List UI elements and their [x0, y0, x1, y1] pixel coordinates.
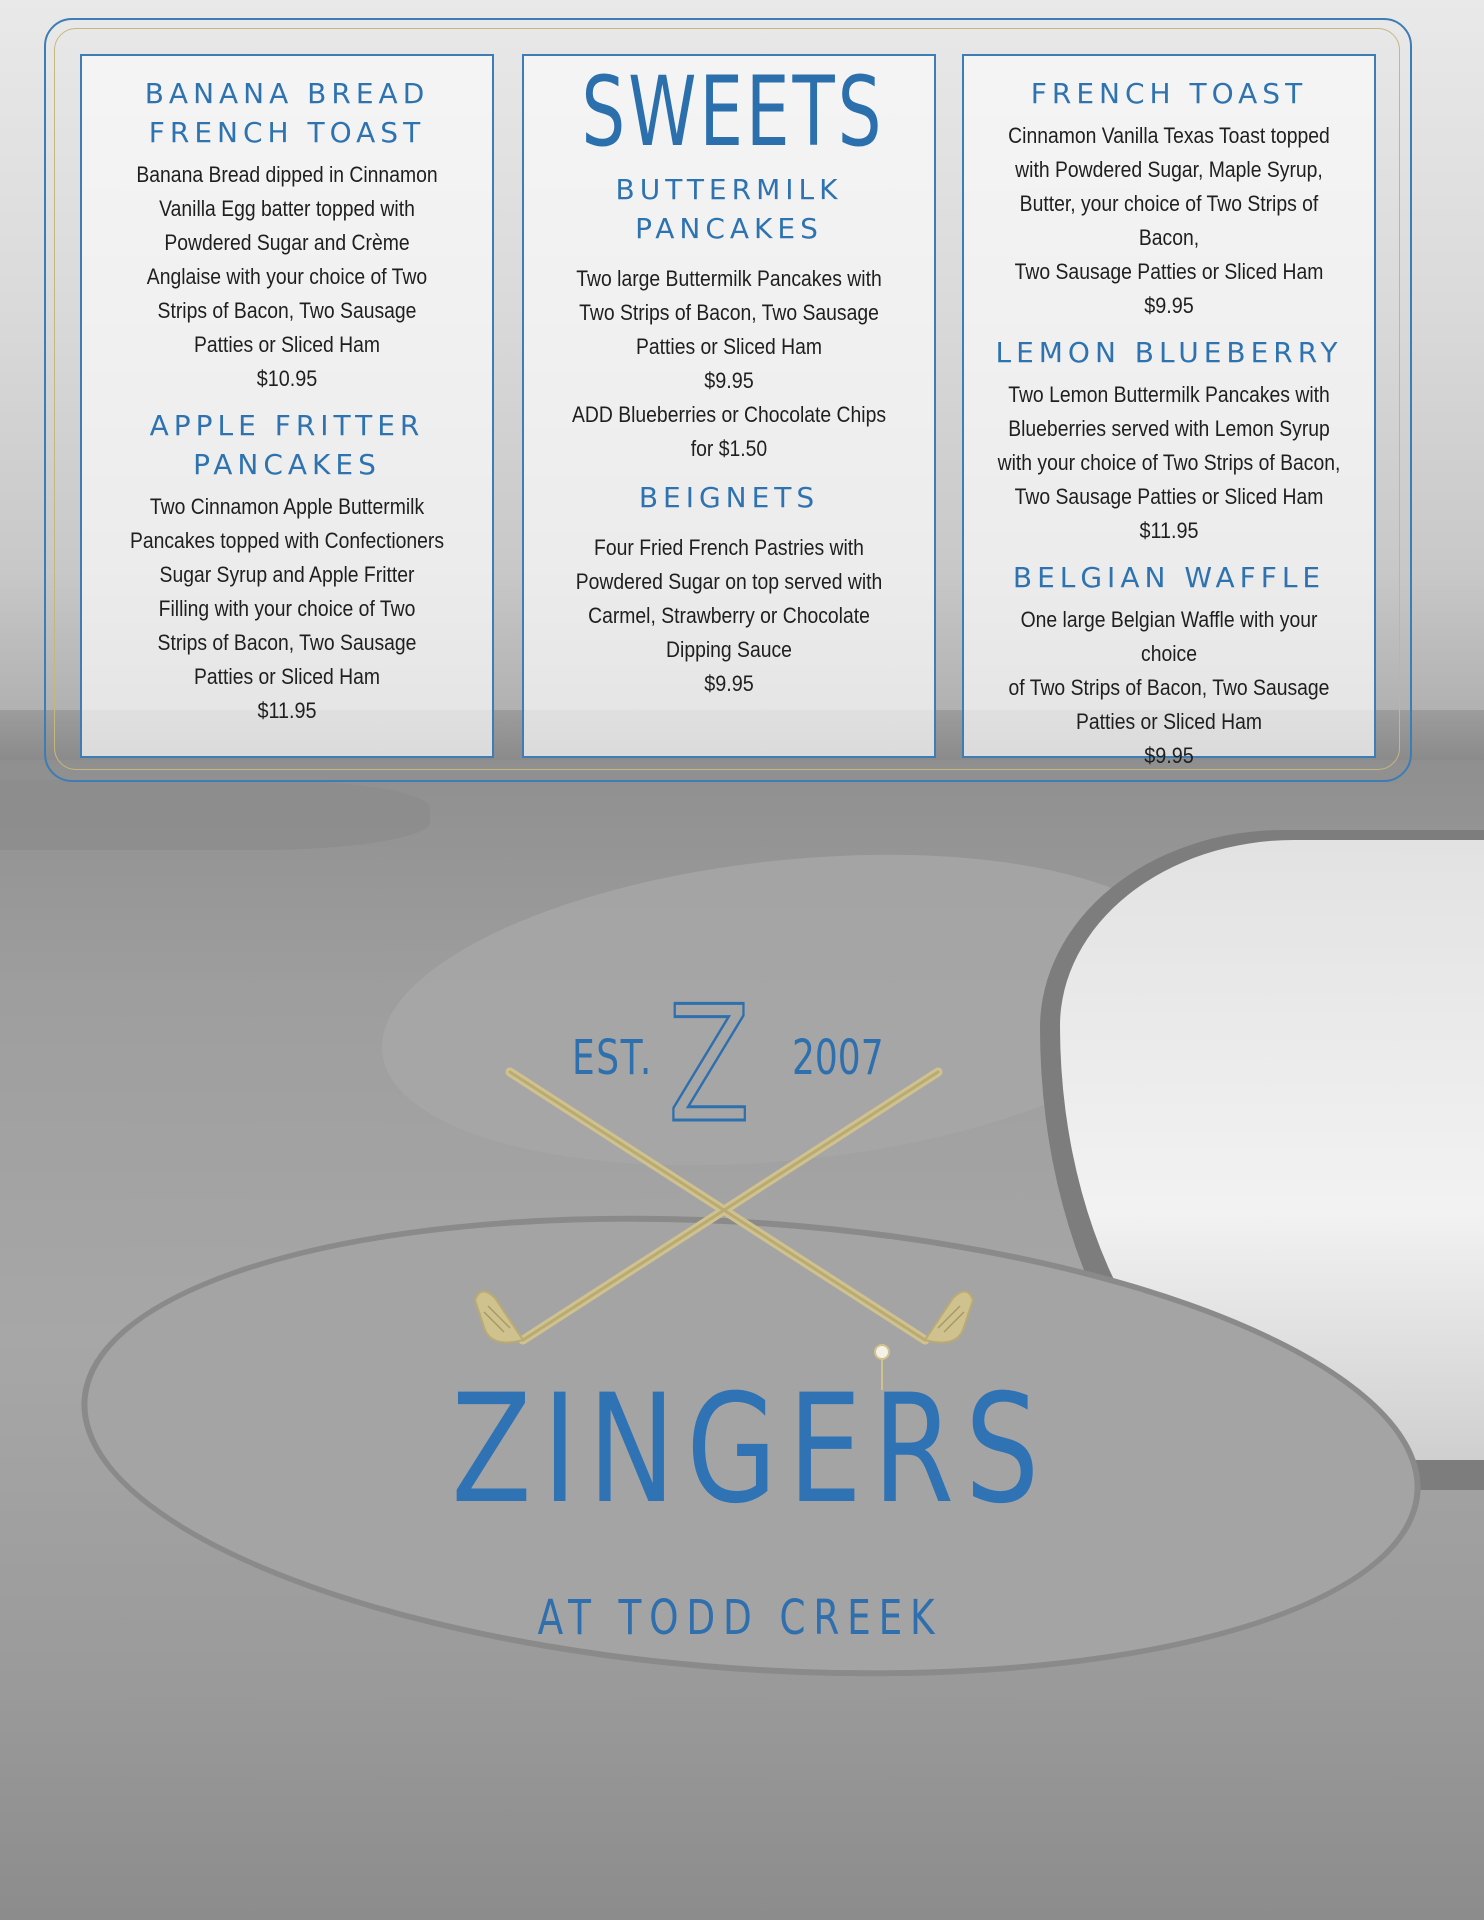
menu-item-buttermilk-pancakes — [524, 162, 934, 466]
logo-z-letter: Z — [668, 971, 751, 1158]
item-title: BELGIAN WAFFLE — [1012, 561, 1326, 594]
item-title: BEIGNETS — [638, 481, 820, 514]
item-price: $9.95 — [704, 671, 754, 696]
menu-item-beignets — [524, 466, 934, 701]
logo-est: EST. — [572, 1030, 653, 1086]
item-description: Two large Buttermilk Pancakes with Two Strips of Bacon, Two Sausage Patties or Sliced Ham — [576, 266, 882, 359]
menu-item-banana-bread-french-toast — [82, 54, 492, 396]
middle-column — [524, 54, 934, 701]
item-price: $10.95 — [256, 366, 318, 391]
menu-item-french-toast — [964, 54, 1374, 323]
item-description: Banana Bread dipped in Cinnamon Vanilla Egg batter topped with Powdered Sugar and Crème Anglaise with your choice of Two Strips of Bacon, Two Sausage Patties or Sliced Ham — [136, 162, 438, 357]
item-description: Two Cinnamon Apple Buttermilk Pancakes topped with Confectioners Sugar Syrup and Apple Fritter Filling with your choice of Two Strips of Bacon, Two Sausage Patties or Sliced Ham — [129, 494, 445, 689]
item-title: PANCAKES — [635, 212, 823, 245]
logo-name: ZINGERS — [451, 1363, 1051, 1537]
item-price: $9.95 — [1144, 743, 1194, 768]
item-price: $11.95 — [257, 698, 317, 723]
item-description: One large Belgian Waffle with your choice of Two Strips of Bacon, Two Sausage Patties or Sliced Ham — [1008, 607, 1330, 734]
menu-item-lemon-blueberry — [964, 323, 1374, 548]
item-price: $11.95 — [1139, 518, 1199, 543]
item-title: BANANA BREAD — [144, 77, 430, 110]
logo-subtitle: AT TODD CREEK — [537, 1590, 943, 1646]
item-description: Two Lemon Buttermilk Pancakes with Blueberries served with Lemon Syrup with your choice of Two Strips of Bacon, Two Sausage Patties or Sliced Ham — [997, 382, 1341, 509]
menu-item-apple-fritter-pancakes — [82, 396, 492, 728]
item-price: $9.95 — [704, 368, 754, 393]
item-add-on: ADD Blueberries or Chocolate Chips for $1.50 — [571, 402, 887, 461]
left-column — [82, 54, 492, 728]
item-title: FRENCH TOAST — [1030, 77, 1308, 110]
item-description: Cinnamon Vanilla Texas Toast topped with Powdered Sugar, Maple Syrup, Butter, your choice of Two Strips of Bacon, Two Sausage Patties or Sliced Ham — [1008, 123, 1330, 284]
rough-area — [0, 780, 430, 850]
item-title: BUTTERMILK — [615, 173, 843, 206]
item-title: PANCAKES — [193, 448, 381, 481]
right-column — [964, 54, 1374, 773]
item-title: APPLE FRITTER — [149, 409, 425, 442]
logo-year: 2007 — [792, 1030, 884, 1086]
item-price: $9.95 — [1144, 293, 1194, 318]
menu-item-belgian-waffle — [964, 548, 1374, 773]
page-title: SWEETS — [581, 56, 885, 168]
item-title: LEMON BLUEBERRY — [995, 336, 1343, 369]
item-description: Four Fried French Pastries with Powdered Sugar on top served with Carmel, Strawberry or Chocolate Dipping Sauce — [575, 535, 883, 662]
item-title: FRENCH TOAST — [148, 116, 426, 149]
zingers-logo — [370, 971, 1110, 1670]
